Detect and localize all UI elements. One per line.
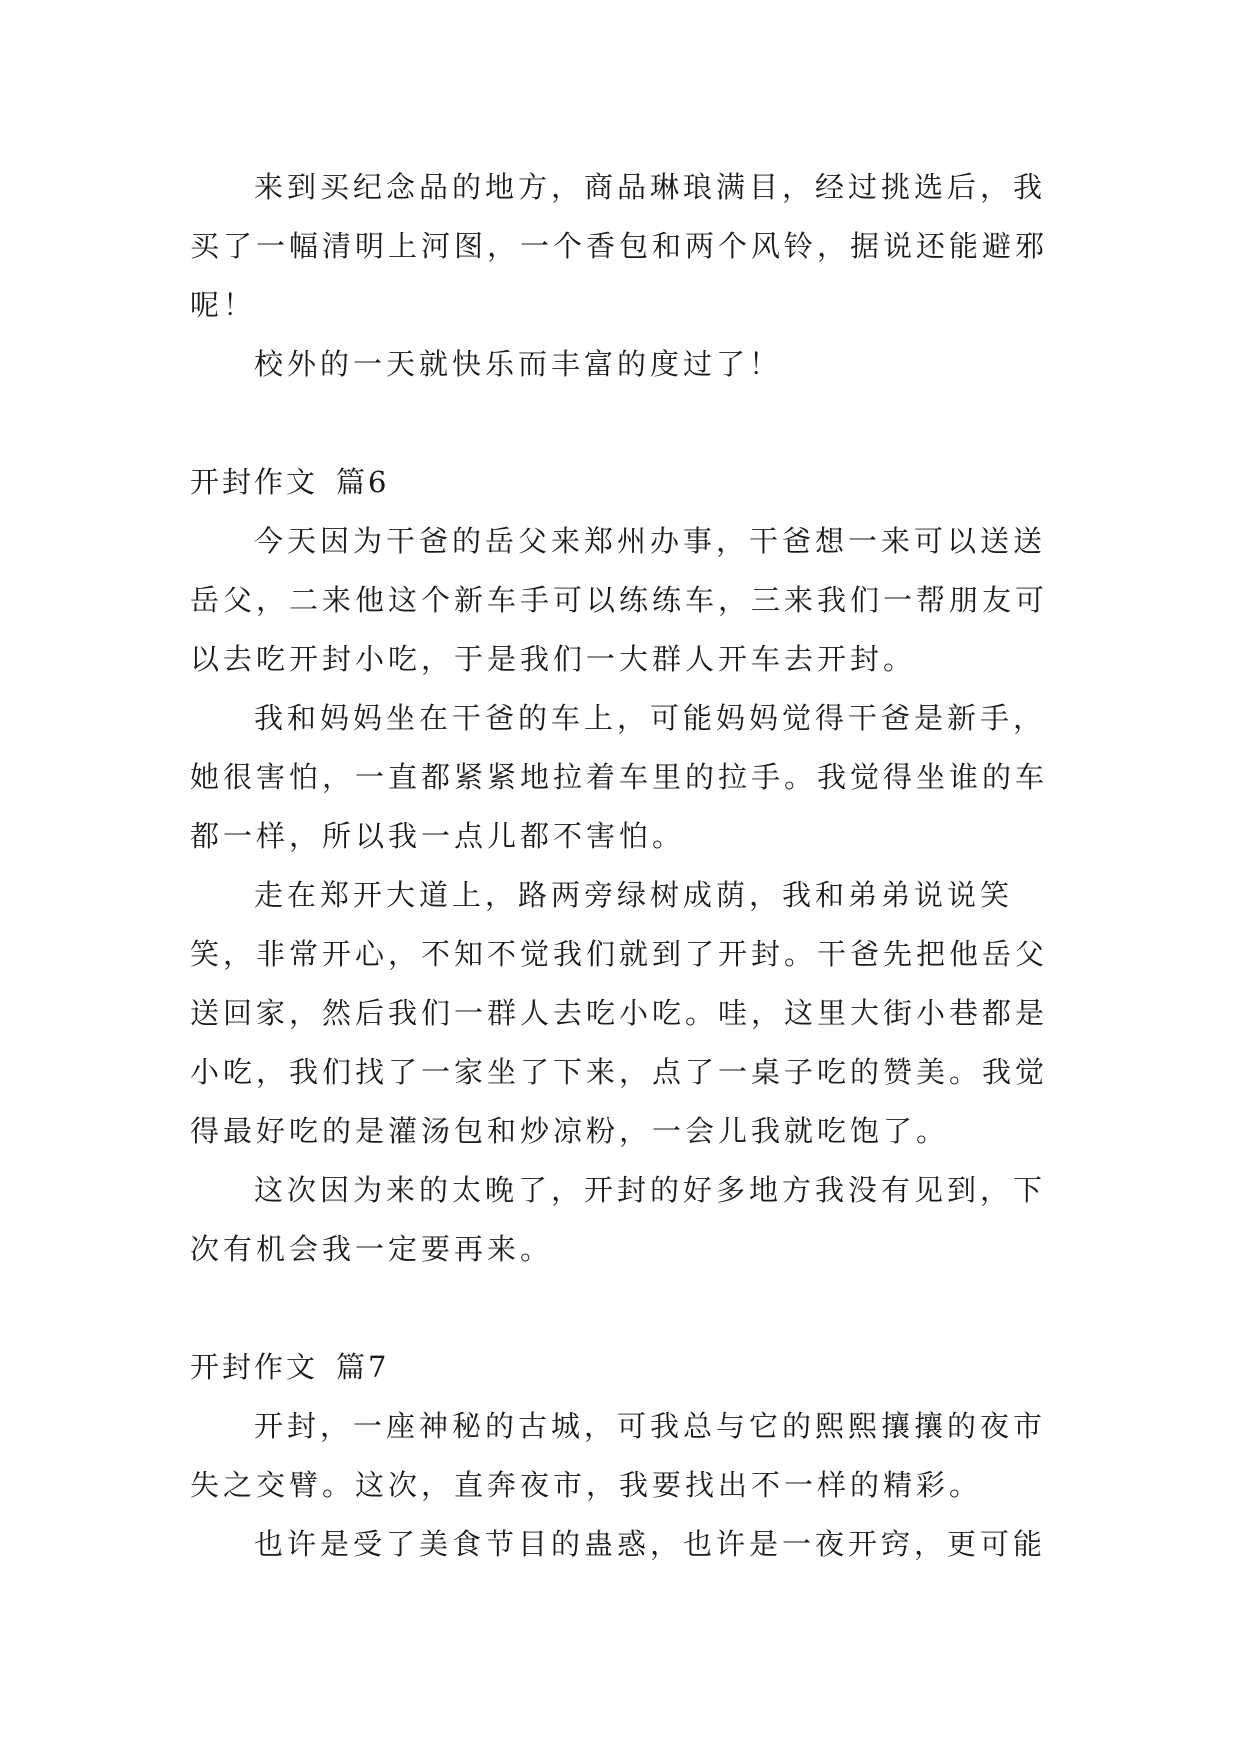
section-heading-number: 篇6 [336, 465, 390, 499]
section-heading-6 [190, 453, 1055, 512]
section-heading-title: 开封作文 [190, 1350, 319, 1384]
document-body [190, 158, 1055, 1574]
paragraph-trip-reason: 今天因为干爸的岳父来郑州办事，干爸想一来可以送送岳父，二来他这个新车手可以练练车，三来我们一帮朋友可以去吃开封小吃，于是我们一大群人开车去开封。 [190, 524, 1049, 676]
section-heading-7 [190, 1338, 1055, 1397]
paragraph-continued: 也许是受了美食节目的蛊惑，也许是一夜开窍，更可能 [254, 1527, 1047, 1561]
paragraph-day-summary: 校外的一天就快乐而丰富的度过了！ [254, 347, 783, 381]
paragraph-night-market: 开封，一座神秘的古城，可我总与它的熙熙攘攘的夜市失之交臂。这次，直奔夜市，我要找出不一样的精彩。 [190, 1409, 1047, 1502]
section-heading-title: 开封作文 [190, 465, 319, 499]
paragraph-snacks: 走在郑开大道上，路两旁绿树成荫，我和弟弟说说笑笑，非常开心，不知不觉我们就到了开封。干爸先把他岳父送回家，然后我们一群人去吃小吃。哇，这里大街小巷都是小吃，我们找了一家坐了下来，点了一桌子吃的赞美。我觉得最好吃的是灌汤包和炒凉粉，一会儿我就吃饱了。 [190, 878, 1049, 1148]
paragraph-souvenir: 来到买纪念品的地方，商品琳琅满目，经过挑选后，我买了一幅清明上河图，一个香包和两个风铃，据说还能避邪呢！ [190, 170, 1049, 322]
paragraph-car-ride: 我和妈妈坐在干爸的车上，可能妈妈觉得干爸是新手，她很害怕，一直都紧紧地拉着车里的拉手。我觉得坐谁的车都一样，所以我一点儿都不害怕。 [190, 701, 1049, 853]
paragraph-next-time: 这次因为来的太晚了，开封的好多地方我没有见到，下次有机会我一定要再来。 [190, 1173, 1047, 1266]
section-heading-number: 篇7 [336, 1350, 390, 1384]
